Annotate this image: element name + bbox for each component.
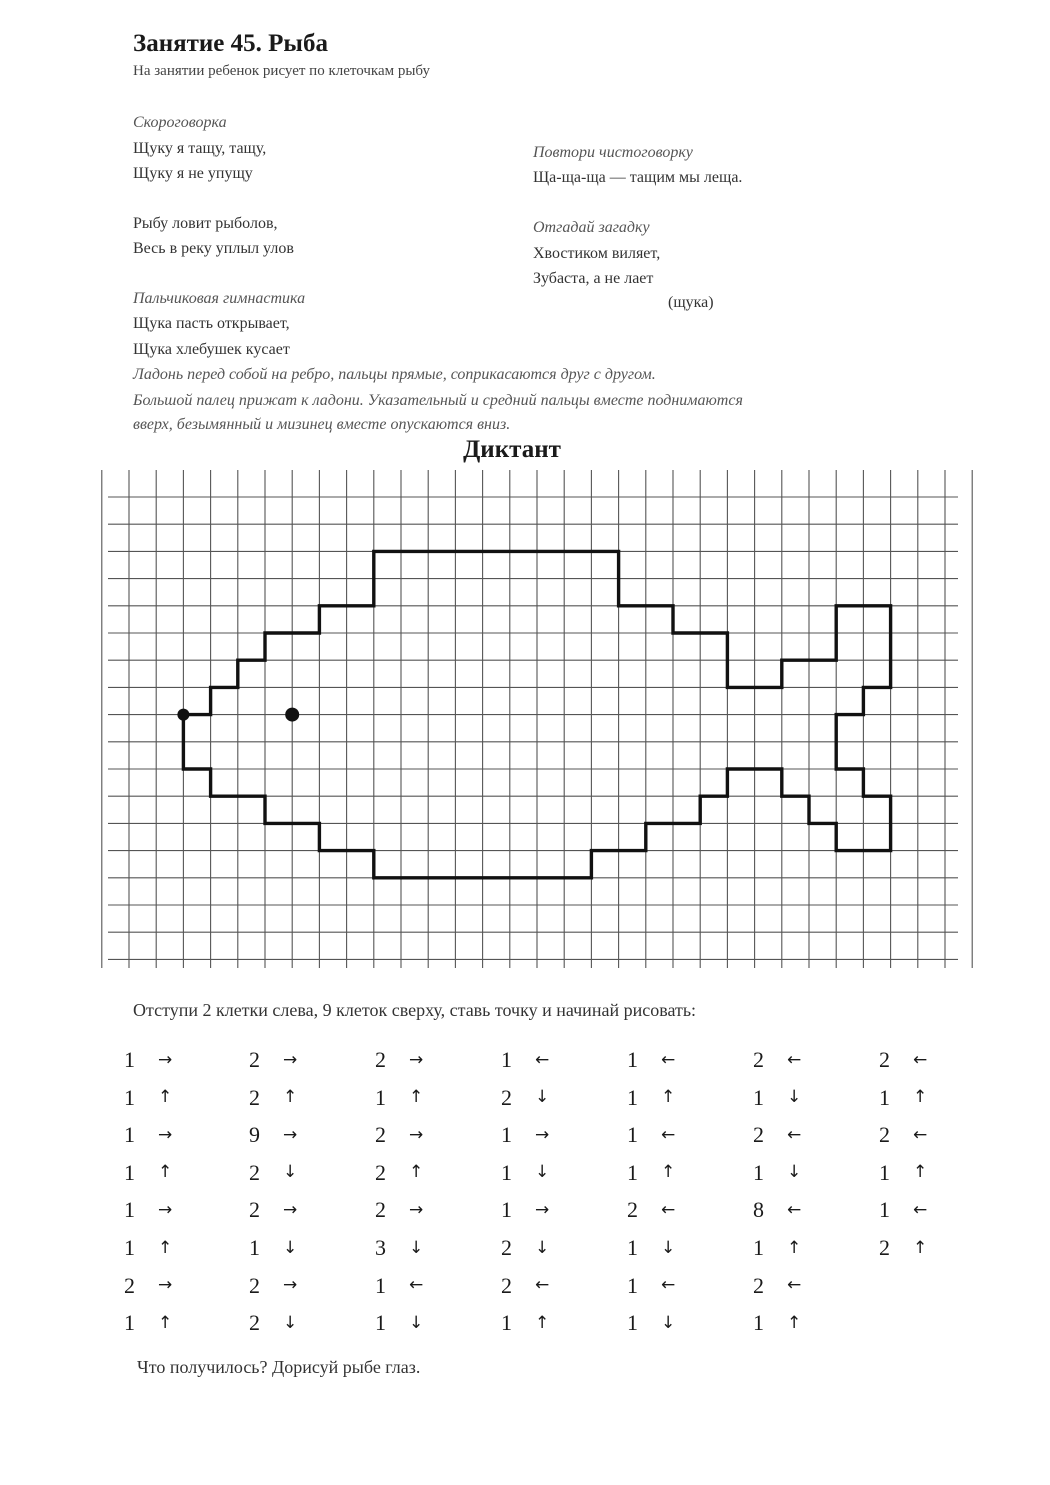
page-subtitle: На занятии ребенок рисует по клеточкам рыбу (133, 63, 430, 79)
arrow-up-icon: ↑ (787, 1237, 802, 1258)
step-count: 2 (249, 1310, 260, 1336)
step-count: 1 (879, 1084, 890, 1110)
arrow-right-icon: → (283, 1199, 298, 1220)
step-count: 2 (501, 1235, 512, 1260)
arrow-left-icon: ← (913, 1049, 928, 1070)
step-count: 1 (627, 1047, 638, 1072)
arrow-right-icon: → (158, 1199, 173, 1220)
arrow-down-icon: ↓ (283, 1162, 298, 1183)
arrow-left-icon: ← (661, 1199, 676, 1220)
step-count: 1 (627, 1159, 638, 1185)
step-count: 1 (501, 1197, 512, 1223)
arrow-up-icon: ↑ (913, 1237, 928, 1258)
step-count: 2 (501, 1272, 512, 1298)
arrow-left-icon: ← (535, 1275, 550, 1296)
finger-gym-instruction-2: Большой палец прижат к ладони. Указательный и средний пальцы вместе поднимаются (133, 392, 743, 409)
arrow-up-icon: ↑ (409, 1162, 424, 1183)
arrow-down-icon: ↓ (283, 1312, 298, 1333)
patter-line-2: Щуку я не упущу (133, 165, 253, 182)
step-count: 1 (753, 1084, 764, 1110)
arrow-up-icon: ↑ (409, 1087, 424, 1108)
step-count: 2 (249, 1159, 260, 1185)
step-count: 1 (124, 1084, 135, 1110)
step-count: 2 (375, 1197, 386, 1223)
arrow-up-icon: ↑ (158, 1162, 173, 1183)
step-count: 2 (879, 1047, 890, 1072)
arrow-left-icon: ← (535, 1049, 550, 1070)
step-count: 1 (627, 1084, 638, 1110)
arrow-right-icon: → (409, 1199, 424, 1220)
finger-gym-line-2: Щука хлебушек кусает (133, 341, 290, 358)
arrow-down-icon: ↓ (787, 1087, 802, 1108)
step-count: 9 (249, 1122, 260, 1148)
arrow-right-icon: → (535, 1199, 550, 1220)
arrow-right-icon: → (283, 1275, 298, 1296)
step-count: 2 (501, 1084, 512, 1110)
arrow-down-icon: ↓ (661, 1237, 676, 1258)
arrow-right-icon: → (158, 1124, 173, 1145)
arrow-left-icon: ← (787, 1275, 802, 1296)
step-count: 1 (753, 1159, 764, 1185)
step-count: 1 (753, 1235, 764, 1260)
step-count: 1 (627, 1122, 638, 1148)
grid-lines (102, 470, 972, 968)
step-count: 1 (627, 1235, 638, 1260)
arrow-right-icon: → (535, 1124, 550, 1145)
riddle-answer: (щука) (668, 294, 714, 311)
step-count: 1 (124, 1159, 135, 1185)
arrow-left-icon: ← (787, 1199, 802, 1220)
step-count: 1 (375, 1310, 386, 1336)
step-count: 2 (627, 1197, 638, 1223)
step-count: 8 (753, 1197, 764, 1223)
arrow-left-icon: ← (787, 1124, 802, 1145)
page-title: Занятие 45. Рыба (133, 30, 328, 57)
start-dot (177, 709, 189, 721)
step-count: 2 (249, 1084, 260, 1110)
step-count: 2 (249, 1197, 260, 1223)
step-count: 2 (249, 1047, 260, 1072)
dictation-title: Диктант (463, 436, 561, 463)
arrow-left-icon: ← (661, 1124, 676, 1145)
arrow-down-icon: ↓ (409, 1312, 424, 1333)
arrow-right-icon: → (158, 1049, 173, 1070)
step-count: 2 (879, 1235, 890, 1260)
arrow-up-icon: ↑ (158, 1087, 173, 1108)
step-count: 1 (753, 1310, 764, 1336)
finger-gym-heading: Пальчиковая гимнастика (133, 290, 306, 307)
step-count: 1 (375, 1084, 386, 1110)
step-count: 1 (124, 1047, 135, 1072)
arrow-up-icon: ↑ (661, 1162, 676, 1183)
arrow-left-icon: ← (787, 1049, 802, 1070)
dictation-finale: Что получилось? Дорисуй рыбе глаз. (137, 1357, 421, 1377)
arrow-down-icon: ↓ (535, 1087, 550, 1108)
step-count: 1 (124, 1235, 135, 1260)
arrow-down-icon: ↓ (787, 1162, 802, 1183)
arrow-left-icon: ← (409, 1275, 424, 1296)
step-count: 3 (375, 1235, 386, 1260)
arrow-up-icon: ↑ (158, 1312, 173, 1333)
arrow-up-icon: ↑ (787, 1312, 802, 1333)
step-count: 2 (375, 1159, 386, 1185)
step-count: 2 (753, 1047, 764, 1072)
step-count: 1 (879, 1159, 890, 1185)
patter-heading: Скороговорка (133, 114, 227, 131)
step-count: 1 (124, 1197, 135, 1223)
dictation-instruction: Отступи 2 клетки слева, 9 клеток сверху, ставь точку и начинай рисовать: (133, 1000, 697, 1020)
step-count: 2 (879, 1122, 890, 1148)
arrow-left-icon: ← (661, 1049, 676, 1070)
tongue-twister-line: Ща-ща-ща — тащим мы леща. (533, 169, 743, 186)
step-count: 1 (124, 1122, 135, 1148)
step-count: 1 (501, 1310, 512, 1336)
arrow-right-icon: → (283, 1124, 298, 1145)
arrow-right-icon: → (158, 1275, 173, 1296)
riddle-line-2: Зубаста, а не лает (533, 270, 654, 287)
tongue-twister-heading: Повтори чистоговорку (533, 144, 693, 161)
step-count: 1 (375, 1272, 386, 1298)
step-count: 2 (249, 1272, 260, 1298)
arrow-down-icon: ↓ (535, 1162, 550, 1183)
arrow-left-icon: ← (661, 1275, 676, 1296)
step-count: 2 (375, 1047, 386, 1072)
finger-gym-instruction-1: Ладонь перед собой на ребро, пальцы прямые, соприкасаются друг с другом. (133, 366, 656, 383)
arrow-right-icon: → (409, 1124, 424, 1145)
arrow-down-icon: ↓ (661, 1312, 676, 1333)
arrow-down-icon: ↓ (283, 1237, 298, 1258)
arrow-up-icon: ↑ (913, 1162, 928, 1183)
arrow-right-icon: → (283, 1049, 298, 1070)
riddle-line-1: Хвостиком виляет, (533, 245, 661, 262)
finger-gym-instruction-3: вверх, безымянный и мизинец вместе опускаются вниз. (133, 416, 511, 433)
step-count: 2 (375, 1122, 386, 1148)
step-count: 1 (249, 1235, 260, 1260)
step-count: 2 (753, 1272, 764, 1298)
arrow-up-icon: ↑ (158, 1237, 173, 1258)
riddle-heading: Отгадай загадку (533, 219, 650, 236)
rhyme-line-2: Весь в реку уплыл улов (133, 240, 294, 257)
fish-eye-dot (285, 708, 299, 722)
step-count: 1 (879, 1197, 890, 1223)
step-count: 2 (753, 1122, 764, 1148)
arrow-left-icon: ← (913, 1124, 928, 1145)
arrow-up-icon: ↑ (913, 1087, 928, 1108)
step-count: 1 (627, 1272, 638, 1298)
step-count: 1 (501, 1159, 512, 1185)
step-count: 2 (124, 1272, 135, 1298)
arrow-left-icon: ← (913, 1199, 928, 1220)
arrow-down-icon: ↓ (535, 1237, 550, 1258)
arrow-up-icon: ↑ (661, 1087, 676, 1108)
step-count: 1 (124, 1310, 135, 1336)
rhyme-line-1: Рыбу ловит рыболов, (133, 215, 278, 232)
arrow-right-icon: → (409, 1049, 424, 1070)
arrow-up-icon: ↑ (535, 1312, 550, 1333)
patter-line-1: Щуку я тащу, тащу, (133, 140, 267, 157)
arrow-up-icon: ↑ (283, 1087, 298, 1108)
step-count: 1 (501, 1047, 512, 1072)
step-count: 1 (501, 1122, 512, 1148)
step-count: 1 (627, 1310, 638, 1336)
finger-gym-line-1: Щука пасть открывает, (133, 315, 290, 332)
arrow-down-icon: ↓ (409, 1237, 424, 1258)
